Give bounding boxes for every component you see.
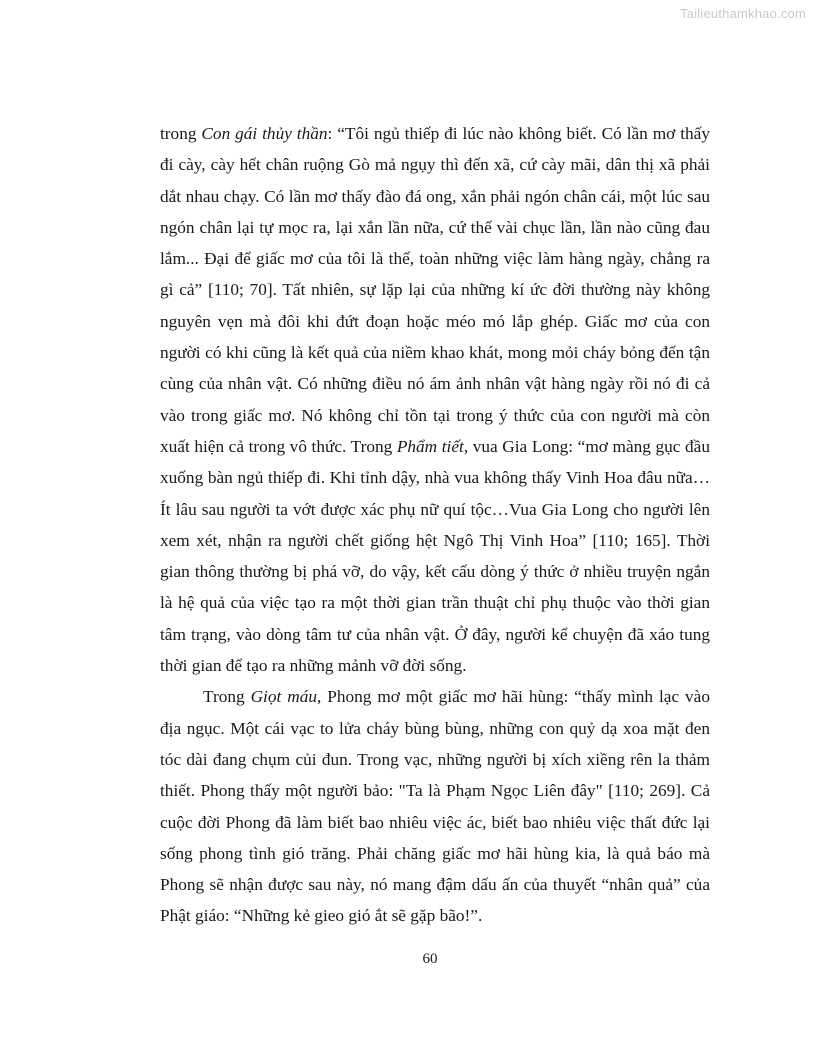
paragraph-2-text: , Phong mơ một giấc mơ hãi hùng: “thấy mình lạc vào địa ngục. Một cái vạc to lửa cháy bùng bùng, những con quỷ dạ xoa mặt đen tóc dài đang chụm củi đun. Trong vạc, những người bị xích xiềng rên la thảm thiết. Phong thấy một người bảo: "Ta là Phạm Ngọc Liên đây" [110; 269]. Cả cuộc đời Phong đã làm biết bao nhiêu việc ác, biết bao nhiêu việc thất đức lại sống phong tình gió trăng. Phải chăng giấc mơ hãi hùng kia, là quả báo mà Phong sẽ nhận được sau này, nó mang đậm dấu ấn của thuyết “nhân quả” của Phật giáo: “Những kẻ gieo gió ắt sẽ gặp bão!”. bbox=[160, 687, 710, 926]
paragraph-1-text: , vua Gia Long: “mơ màng gục đầu xuống bàn ngủ thiếp đi. Khi tỉnh dậy, nhà vua không thấy Vinh Hoa đâu nữa…Ít lâu sau người ta vớt được xác phụ nữ quí tộc…Vua Gia Long cho người lên xem xét, nhận ra người chết giống hệt Ngô Thị Vinh Hoa” [110; 165]. Thời gian thông thường bị phá vỡ, do vậy, kết cấu dòng ý thức ở nhiều truyện ngắn là hệ quả của việc tạo ra một thời gian trần thuật chỉ phụ thuộc vào thời gian tâm trạng, vào dòng tâm tư của nhân vật. Ở đây, người kể chuyện đã xáo tung thời gian để tạo ra những mảnh vỡ đời sống. bbox=[160, 436, 710, 676]
paragraph-1-text: : “Tôi ngủ thiếp đi lúc nào không biết. Có lần mơ thấy đi cày, cày hết chân ruộng Gò mả ngụy thì đến xã, cứ cày mãi, dân thị xã phải dắt nhau chạy. Có lần mơ thấy đào đá ong, xắn phải ngón chân cái, một lúc sau ngón chân lại tự mọc ra, lại xắn lần nữa, cứ thế vài chục lần, lần nào cũng đau lắm... Đại để giấc mơ của tôi là thế, toàn những việc làm hàng ngày, chẳng ra gì cả” [110; 70]. Tất nhiên, sự lặp lại của những kí ức đời thường này không nguyên vẹn mà đôi khi đứt đoạn hoặc méo mó lắp ghép. Giấc mơ của con người có khi cũng là kết quả của niềm khao khát, mong mỏi cháy bỏng đến tận cùng của nhân vật. Có những điều nó ám ảnh nhân vật hàng ngày rồi nó đi cả vào trong giấc mơ. Nó không chỉ tồn tại trong ý thức của con người mà còn xuất hiện cả trong vô thức. Trong bbox=[160, 124, 710, 456]
title-giot-mau: Giọt máu bbox=[250, 687, 317, 707]
title-pham-tiet: Phẩm tiết bbox=[396, 436, 464, 456]
page-number: 60 bbox=[422, 951, 438, 967]
paragraph-2-text: Trong bbox=[203, 687, 251, 707]
watermark-text: Tailieuthamkhao.com bbox=[680, 6, 806, 21]
document-body bbox=[160, 118, 710, 932]
paragraph-1 bbox=[160, 118, 710, 681]
paragraph-2 bbox=[160, 681, 710, 931]
paragraph-1-text: trong bbox=[160, 124, 202, 143]
title-con-gai-thuy-than: Con gái thủy thần bbox=[201, 124, 328, 143]
